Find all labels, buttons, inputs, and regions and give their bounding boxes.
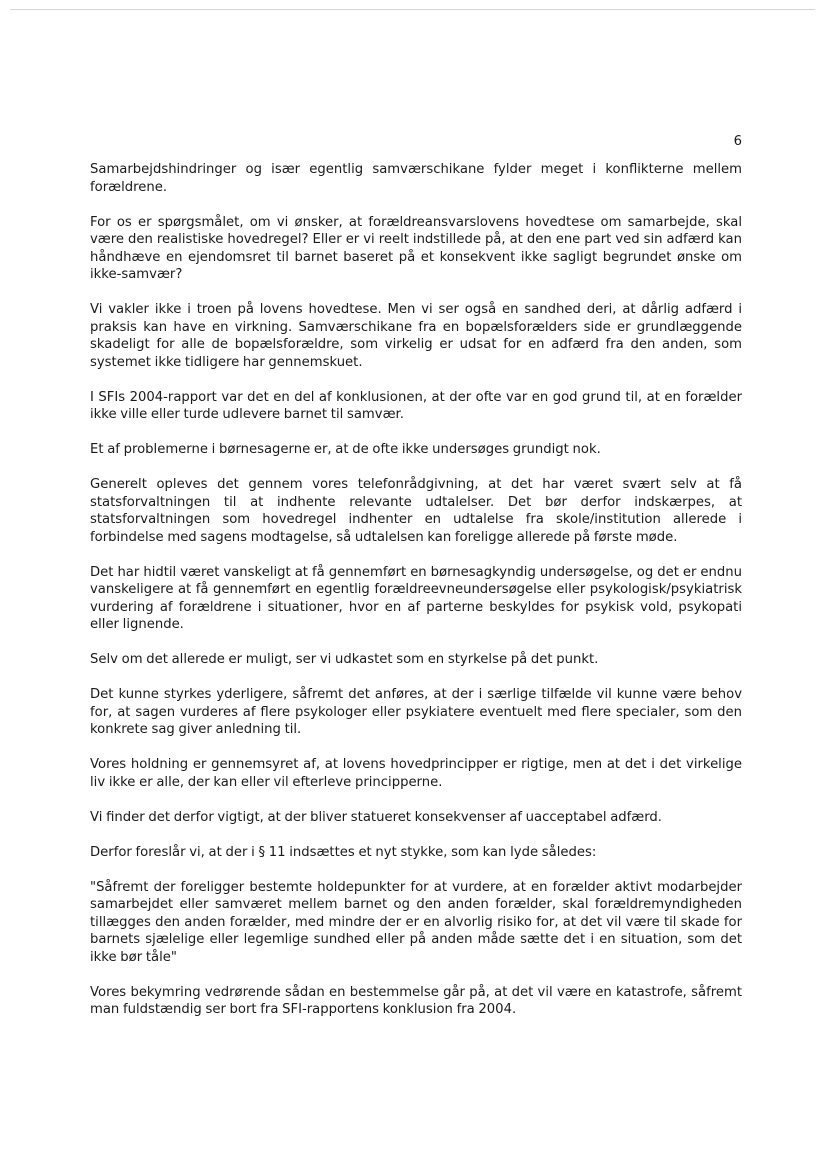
quoted-proposal: "Såfremt der foreligger bestemte holdepunkter for at vurdere, at en forælder aktivt modarbejder samarbejdet eller samværet mellem barnet og den anden forælder, skal forældremyndigheden tillægges den anden forælder, med mindre der er en alvorlig risiko for, at det vil være til skade for barnets sjælelige eller legemlige sundhed eller på anden måde sætte det i en situation, som det ikke bør tåle" [90, 879, 742, 965]
paragraph: Vores bekymring vedrørende sådan en bestemmelse går på, at det vil være en katastrofe, såfremt man fuldstændig ser bort fra SFI-rapportens konklusion fra 2004. [90, 984, 742, 1017]
paragraph: For os er spørgsmålet, om vi ønsker, at forældreansvarslovens hovedtese om samarbejde, skal være den realistiske hovedregel? Eller er vi reelt indstillede på, at den ene part ved sin adfærd kan håndhæve en ejendomsret til barnet baseret på et konsekvent ikke sagligt begrundet ønske om ikke-samvær? [90, 214, 742, 282]
paragraph: Samarbejdshindringer og især egentlig samværschikane fylder meget i konflikterne mellem forældrene. [90, 162, 742, 195]
paragraph: Vi finder det derfor vigtigt, at der bliver statueret konsekvenser af uacceptabel adfærd. [90, 809, 662, 825]
page-number: 6 [733, 134, 742, 149]
paragraph: Selv om det allerede er muligt, ser vi udkastet som en styrkelse på det punkt. [90, 652, 599, 667]
top-divider [10, 9, 815, 10]
paragraph: Det kunne styrkes yderligere, såfremt det anføres, at der i særlige tilfælde vil kunne være behov for, at sagen vurderes af flere psykologer eller psykiatere eventuelt med flere specialer, som den konkrete sag giver anledning til. [90, 687, 742, 737]
paragraph: Vores holdning er gennemsyret af, at lovens hovedprincipper er rigtige, men at det i det virkelige liv ikke er alle, der kan eller vil efterleve principperne. [90, 757, 742, 790]
paragraph: Et af problemerne i børnesagerne er, at de ofte ikke undersøges grundigt nok. [90, 442, 601, 457]
paragraph: Vi vakler ikke i troen på lovens hovedtese. Men vi ser også en sandhed deri, at dårlig adfærd i praksis kan have en virkning. Samværschikane fra en bopælsforælders side er grundlæggende skadeligt for alle de bopælsforældre, som virkelig er udsat for en adfærd fra den anden, som systemet ikke tidligere har gennemskuet. [90, 302, 742, 370]
paragraph: Generelt opleves det gennem vores telefonrådgivning, at det har været svært selv at få statsforvaltningen til at indhente relevante udtalelser. Det bør derfor indskærpes, at statsforvaltningen som hovedregel indhenter en udtalelse fra skole/institution allerede i forbindelse med sagens modtagelse, så udtalelsen kan foreligge allerede på første møde. [90, 477, 742, 545]
paragraph: I SFIs 2004-rapport var det en del af konklusionen, at der ofte var en god grund til, at en forælder ikke ville eller turde udlevere barnet til samvær. [90, 389, 742, 422]
document-body [90, 161, 742, 1036]
paragraph: Det har hidtil været vanskeligt at få gennemført en børnesagkyndig undersøgelse, og det er endnu vanskeligere at få gennemført en egentlig forældreevneundersøgelse eller psykologisk/psykiatrisk vurdering af forældrene i situationer, hvor en af parterne beskyldes for psykisk vold, psykopati eller lignende. [90, 564, 742, 632]
paragraph: Derfor foreslår vi, at der i § 11 indsættes et nyt stykke, som kan lyde således: [90, 844, 597, 860]
